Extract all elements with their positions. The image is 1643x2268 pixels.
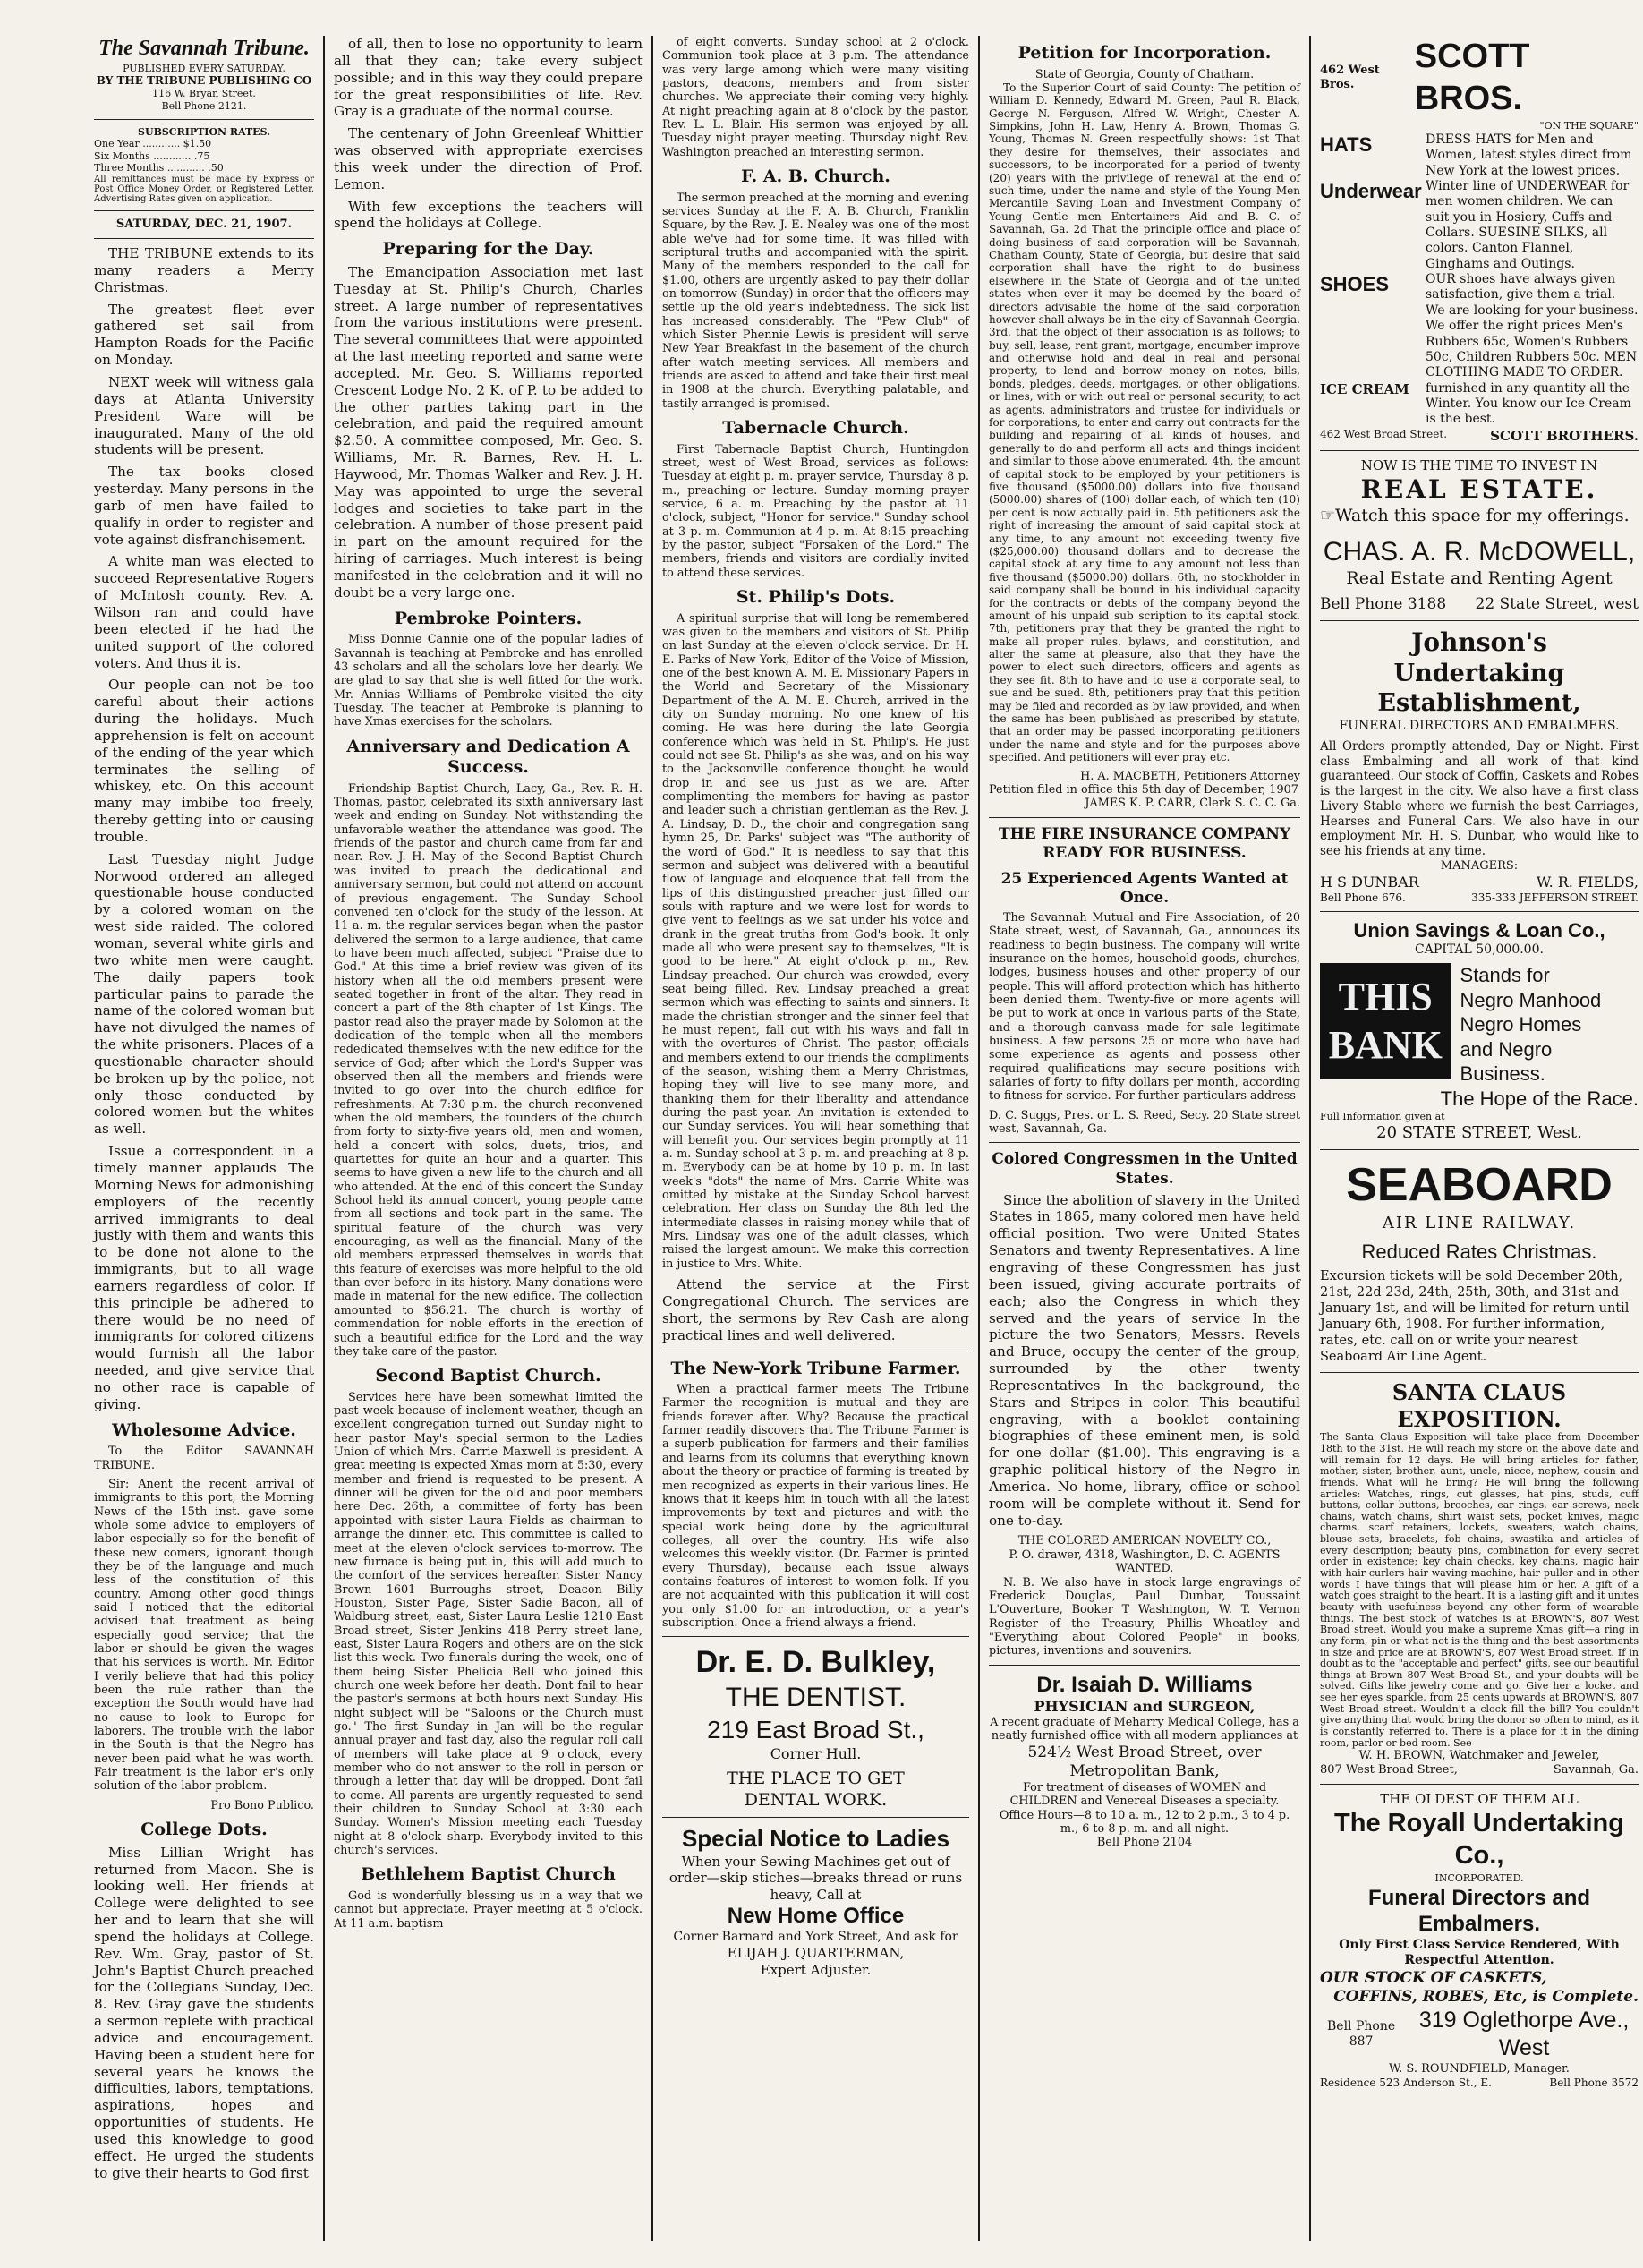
editorial-paragraph: Last Tuesday night Judge Norwood ordered an alleged questionable house conducted by a colored woman on the west side raided. The colored woman, several white girls and two white men were caught. The daily papers took particular pains to parade the name of the colored woman but have not divulged the names of the white prisoners. Places of a questionable character should be broken up by the police, not only those conducted by colored women but the whites as well. [94, 850, 314, 1138]
second-baptist-body: Services here have been somewhat limited the past week because of inclement weather, though an excellent congregation turned out Sunday night to hear pastor May's special sermon to the Ladies Union of which Mrs. Carrie Maxwell is president. A great meeting is expected Xmas morn at 5:30, every member and friend is requested to be present. A dinner will be given for the old and poor members here Dec. 26th, a committee of forty has been appointed with sister Laura Fields as chairman to arrange the dinner, etc. This committee is called to meet at the eleven o'clock services to-morrow. The new furnace is being put in, this will add much to the comfort of the services hereafter. Sister Nancy Brown 1601 Burroughs street, Deacon Billy Houston, Sister Page, Sister Sadie Bacon, all of Waldburg street, east, Sister Laura Leslie 1210 East Broad street, Sister Jenkins 418 Perry street lane, east, Sister Laura Rogers and others are on the sick list this week. Two funerals during the week, one of them being Sister Phelicia Bell who joined this church one week before her death. Dont fail to hear the pastor's sermons at both hours next Sunday. His night subject will be "Saloons or the Church must go." The first Sunday in Jan will be the regular annual prayer and fast day, also the regular roll call of members will take place at 9 o'clock, every member who do not answer to the roll in person or through a letter that day will be dropped. Dont fail to come. All parents are urgently requested to send their children to Sunday School at 3:30 each Sunday. Women's Mission meeting each Tuesday night at 8 o'clock sharp. Everybody invited to this church's services. [334, 1390, 643, 1858]
bank-logo-line-2: BANK [1328, 1023, 1443, 1068]
pembroke-heading: Pembroke Pointers. [394, 608, 583, 628]
prep-body: The Emancipation Association met last Tuesday at St. Philip's Church, Charles street. A large number of representatives from the various institutions were present. The several committees that were appointed at the last meeting reported and same were accepted. Mr. Geo. S. Williams reported Crescent Lodge No. 2 K. of P. to be added to the other parties taking part in the celebration, and paid the required amount $2.50. A committee composed, Mr. Geo. S. Williams, Mr. R. Barnes, Rev. H. L. Haywood, Mr. Thomas Walker and Rev. J. H. May was appointed to urge the several lodges and societies to take part in the celebration. A number of those present paid in part on the amount required for the hiring of carriages. Much interest is being manifested in the celebration and it will no doubt be a very large one. [334, 263, 643, 601]
bulkley-corner: Corner Hull. [770, 1745, 862, 1763]
congress-address: P. O. drawer, 4318, Washington, D. C. AGENTS WANTED. [1009, 1548, 1281, 1576]
masthead-remit: All remittances must be made by Express or Post Office Money Order, or Registered Letter. Advertising Rates given on application. [94, 175, 314, 204]
ladies-ad [662, 1824, 969, 1978]
college-paragraph: The centenary of John Greenleaf Whittier was observed with appropriate exercises this week under the direction of Prof. Lemon. [334, 125, 643, 192]
farmer-body: When a practical farmer meets The Tribune Farmer the recognition is mutual and they are friends forever after. Why? Because the practical farmer readily discovers that The Tribune Farmer is a superb publication for farmers and their families and learns from its columns that everything known about the theory or practice of farming is treated by men recognized as experts in their various lines. He knows that it keeps him in touch with all the latest improvements by text and pictures and with the special work being done by the agricultural colleges, all over the country. His wife also welcomes this weekly visitor. (Dr. Farmer is printed every Thursday), because each issue always contains features of interest to women folk. If you are not acquainted with this publication it will cost you only $1.00 for an introduction, or a year's subscription. Once a friend always a friend. [662, 1383, 969, 1630]
tabernacle-body: First Tabernacle Baptist Church, Huntingdon street, west of West Broad, services as follows: Tuesday at eight p. m. prayer service, Thursday 8 p. m., preaching or lecture. Sunday morning prayer service, 6 a. m. Preaching by the pastor at 11 o'clock, subject, "Honor for service." Sunday school at 3 p. m. Communion at 4 p. m. At 8:15 preaching by the pastor, subject "Forsaken of the Lord." The members, friends and visitors are cordially invited to attend these services. [662, 442, 969, 580]
second-baptist-heading: Second Baptist Church. [375, 1366, 601, 1386]
ladies-body: When your Sewing Machines get out of order—skip stiches—breaks thread or runs heavy, Call at [668, 1853, 963, 1903]
college-body: Miss Lillian Wright has returned from Macon. She is looking well. Her friends at College were delighted to see her and to learn that she will spend the holidays at College. Rev. Wm. Gray, pastor of St. John's Baptist Church preached for the Collegians Sunday, Dec. 8. Rev. Gray gave the students a sermon replete with practical advice and encouragement. Having been a student here for several years he knows the difficulties, labors, temptations, aspirations, hopes and opportunities of students. He used this knowledge to good effect. He urged the students to give their hearts to God first [94, 1844, 314, 2181]
wholesome-heading: Wholesome Advice. [112, 1420, 296, 1440]
royall-address: 319 Oglethorpe Ave., West [1418, 2007, 1630, 2060]
congress-company: THE COLORED AMERICAN NOVELTY CO., [1017, 1534, 1272, 1548]
royall-fd: Funeral Directors and Embalmers. [1367, 1885, 1591, 1937]
masthead-date: SATURDAY, DEC. 21, 1907. [115, 217, 293, 231]
farmer-heading: The New-York Tribune Farmer. [670, 1358, 961, 1378]
prep-heading: Preparing for the Day. [382, 239, 594, 260]
editorial-paragraph: Issue a correspondent in a timely manner applauds The Morning News for admonishing employers of the recently arrived immigrants to deal justly with them and wants this to be done not alone to the immigrants, but to all wage earners regardless of color. If this principle be adhered to there would be no need of immigrants for colored citizens would furnish all the labor needed, and give service that no other race is capable of giving. [94, 1143, 314, 1412]
williams-desc: A recent graduate of Meharry Medical College, has a neatly furnished office with all modern appliances at [990, 1716, 1299, 1744]
johnson-managers: MANAGERS: [1440, 858, 1519, 873]
congress-nb: N. B. We also have in stock large engravings of Frederick Douglas, Paul Dunbar, Toussaint L'Ouverture, Booker T Washington, W. T. Vernon Register of the Treasury, Phillis Wheatley and "Everything about Colored People" in books, pictures, inventions and souvenirs. [989, 1575, 1300, 1658]
anniversary-heading: Anniversary and Dedication A Success. [346, 736, 630, 778]
re-name: CHAS. A. R. McDOWELL, [1323, 537, 1636, 567]
bulkley-title: THE DENTIST. [725, 1683, 907, 1713]
rates-list [94, 138, 314, 175]
ladies-role: Expert Adjuster. [760, 1961, 872, 1978]
column-3 [653, 36, 978, 2241]
seaboard-name: SEABOARD [1346, 1158, 1613, 1211]
scott-ad [1320, 36, 1639, 444]
scott-ice-text: furnished in any quantity all the Winter. You know our Ice Cream is the best. [1426, 380, 1631, 427]
williams-hours: Office Hours—8 to 10 a. m., 12 to 2 p.m., 3 to 4 p. m., 6 to 8 p. m. and all night. [999, 1808, 1290, 1837]
union-capital: CAPITAL 50,000.00. [1415, 942, 1544, 957]
santa-text: The Santa Claus Exposition will take place from December 18th to the 31st. He will reach my store on the above date and will remain for 12 days. He will bring articles for father, mother, sister, brother, aunt, uncle, niece, nephew, cousin and friends. What will he bring? He will bring the following articles: Watches, rings, cut glasses, hat pins, studs, cuff buttons, collar buttons, brooches, ear rings, ear screws, neck chains, watch chains, shirt waist sets, pocket knives, magic charms, scarf retainers, lockets, sweaters, watch chains, blouse sets, bracelets, fob chains, swastika and articles of every description; beauty pins, combination for every secret order in existence; key chain checks, key chains, magic hair with hair curlers hair waving machine, hair puller and in other words I have things that will please him or her. A gift of a watch goes straight to the heart. It is a lasting gift and it unites beauty with usefulness beyond any other form of wearable things. The best stock of watches is at BROWN'S, 807 West Broad street. Would you make a supreme Xmas gift—a ring in any form, pin or what not is the thing and the best assortments in size and price are at BROWN'S, 807 West Broad street. If in doubt as to the "acceptable and perfect" gifts, see our beautiful things at Brown 807 West Broad St., and your doubts will be solved. Gifts like jewelry come and go. Give her a locket and see her eyes sparkle, from 25 cents upwards at BROWN'S, 807 West Broad street. Wouldn't a clock fill the bill? You couldn't give anything that would bring the donor so often to mind, as it is constantly referred to. There is a place for it in the dining room, parlor or bed room. See [1320, 1431, 1639, 1749]
re-agent: Real Estate and Renting Agent [1346, 568, 1613, 589]
union-stands: Stands for [1460, 964, 1550, 987]
union-name: Union Savings & Loan Co., [1353, 918, 1605, 942]
royall-inc: INCORPORATED. [1434, 1872, 1524, 1884]
rate-line: Three Months ............ .50 [94, 162, 224, 175]
re-now: NOW IS THE TIME TO INVEST IN [1360, 457, 1598, 474]
bulkley-address: 219 East Broad St., [707, 1715, 924, 1744]
royall-residence: Residence 523 Anderson St., E. [1320, 2076, 1492, 2090]
petition-sign: H. A. MACBETH, Petitioners Attorney [1080, 769, 1300, 783]
santa-city: Savannah, Ga. [1553, 1763, 1639, 1778]
johnson-phone: Bell Phone 676. [1320, 891, 1406, 904]
st-philip-heading: St. Philip's Dots. [736, 587, 896, 608]
re-address: 22 State Street, west [1475, 594, 1639, 613]
bulkley-name: Dr. E. D. Bulkley, [695, 1645, 936, 1680]
scott-address-top: 462 West Bros. [1320, 64, 1380, 92]
williams-phone: Bell Phone 2104 [1096, 1836, 1193, 1850]
masthead-title: The Savannah Tribune. [98, 37, 310, 60]
williams-ad [989, 1672, 1300, 1850]
ladies-name: ELIJAH J. QUARTERMAN, [727, 1945, 905, 1962]
royall-stock-1: OUR STOCK OF CASKETS, [1320, 1968, 1547, 1987]
scott-square: "ON THE SQUARE" [1539, 120, 1639, 132]
williams-treat: For treatment of diseases of WOMEN and CHILDREN and Venereal Diseases a specialty. [1009, 1780, 1280, 1809]
seaboard-ad [1320, 1156, 1639, 1366]
column-2 [325, 36, 651, 2241]
college-heading: College Dots. [140, 1820, 268, 1840]
masthead-publisher: BY THE TRIBUNE PUBLISHING CO [96, 74, 312, 88]
wholesome-to: To the Editor SAVANNAH TRIBUNE. [94, 1445, 314, 1472]
scott-shoes: SHOES [1320, 273, 1390, 296]
college-continued [334, 36, 643, 232]
editorial-paragraph: The greatest fleet ever gathered set sail from Hampton Roads for the Pacific on Monday. [94, 301, 314, 369]
union-address: 20 STATE STREET, West. [1376, 1122, 1582, 1142]
masthead-published: PUBLISHED EVERY SATURDAY, [123, 62, 285, 74]
scott-ice: ICE CREAM [1320, 380, 1409, 397]
bulkley-place: THE PLACE TO GET [727, 1769, 905, 1789]
petition-body: To the Superior Court of said County: The petition of William D. Kennedy, Edward M. Green, Paul R. Black, George N. Ferguson, Alfred W. Wright, Chester A. Simpkins, John H. Law, Henry A. Brown, Thomas G. Young, Thomas N. Green respectfully shows: 1st That they desire for themselves, their associates and successors, to be incorporated for a period of twenty (20) years with the privilege of renewal at the end of such time, under the name and style of the Young Men Mercantile Saving Loan and Investment Company of Young Gentle men Entertainers Aid and B. C. of Savannah, Ga. 2d That the principle office and place of doing business of said corporation will be Savannah, Chatham County, State of Georgia, but desire that said corporation shall have the right to do business elsewhere in the State of Georgia and of the united states when ever it may be deemed by the board of directors advisable the home of the said corporation however shall always be in the city of Savannah Georgia. 3rd. that the object of their association is as follows; to buy, sell, lease, rent grant, mortgage, encumber improve and otherwise hold and deal in real and personal property, to lend and borrow money on notes, bills, bonds, pledges, deeds, mortgages, or other obligations, or lines, with or with out real or personal security, to act as agents, administrators and trustee for individuals or for corporations, to enter and carry out contracts for the building and repairing of all kinds of houses, and generally to do and perform all acts and things incident and similar to those above enumerated. 4th, the amount of capital stock to be employed by your petitioners is five thousand ($5000.00) dollars into five thousand (5000.00) shares of (100) dollar each, of which ten (10) per cent is now actually paid in. 5th petitioners ask the right of increasing the amount of said capital stock at any time, to any amount not exceeding twenty five ($25,000.00) thousand dollars and to decrease the capital stock at any time to any amount not less than five thousand ($5000.00) dollars. 6th, no stockholder in said company shall be bound in his individual capacity for the contracts or debts of the company beyond the amount of his unpaid sub scription to its capital stock. 7th, petitioners pray that they be granted the right to make all proper rules, bylaws, and constitution, and alter the same at pleasure, also that they have the power to elect such directors, officers and agents as they see fit. 8th to have and to use a corporate seal, to sue and be sued. 8th, petitioners pray that this petition may be filed and recorded as by law provided, and when the same has been published as prescribed by statute, that an order may be passed incorporating petitioners under the name and style and for the purposes above specified. And petitioners will ever pray etc. [989, 81, 1300, 764]
bethlehem-heading: Bethlehem Baptist Church [361, 1864, 616, 1885]
royall-ad [1320, 1791, 1639, 2089]
royall-bell: Bell Phone 3572 [1549, 2076, 1639, 2090]
fab-body: The sermon preached at the morning and evening services Sunday at the F. A. B. Church, Franklin Square, by the Rev. J. E. Nealey was one of the most able we've had for some time. It was filled with scriptural truths and accompanied with the spirit. Many of the members responded to the call for $1.00, others are urgently asked to pay their dollar on tomorrow (Sunday) in order that the officers may settle up the old year's indebtedness. The sick list has increased considerably. The "Pew Club" of which Sister Phennie Lewis is president will serve New Year Breakfast in the basement of the church after watch meeting services. All members and friends are asked to attend and take their first meal in 1908 at the church. Everything palatable, and tastily arranged is promised. [662, 191, 969, 411]
johnson-text: All Orders promptly attended, Day or Night. First class Embalming and all work of that kind guaranteed. Our stock of Coffin, Caskets and Robes is the largest in the city. We also have a first class Livery Stable where we furnish the best Carriages, Hearses and Funeral Cars. We also have in our employment Mr. H. S. Dunbar, who would like to see his friends at any time. [1320, 738, 1639, 859]
johnson-sub: FUNERAL DIRECTORS AND EMBALMERS. [1339, 718, 1620, 733]
anniversary-body: Friendship Baptist Church, Lacy, Ga., Rev. R. H. Thomas, pastor, celebrated its sixth anniversary last week and ending on Sunday. Not withstanding the unfavorable weather the attendance was good. The friends of the pastor and church came from far and near. Rev. J. H. May of the Second Baptist Church was invited to preach the dedicational and anniversary sermon, but could not attend on account of previous engagement. The Sunday School convened ten o'clock for the study of the lesson. At 11 a. m. the regular services began when the pastor delivered the sermon to a large audience, that came to have been much affected, subject "Praise due to God." At this time a brief review was given of its history when all the old members present were seated together in front of the altar. They read in concert a part of the 8th chapter of 1st Kings. The pastor read also the prayer made by Solomon at the dedication of the temple when all the members rededicated themselves with the new edifice for the service of God; after which the Lord's Supper was observed then all the members and friends were invited to go over into the church edifice for refreshments. At 7:30 p.m. the church reconvened when the old members, the founders of the church from forty to sixty-five years old, men and women, held a concert with solos, duets, trios, and quartettes for quite an hour and a quarter. This seems to have given a new life to the church and all who attended. At the end of this concert the Sunday School held its annual concert, young people came from all sections and took part in the same. The spiritual feature of the church was very encouraging, as well as the financial. Many of the old members expressed themselves in words that this feature of exercises was more helpful to the old than ever before in its history. Many donations were made in material for the new edifice. The collection amounted to $56.21. The church is worthy of commendation for noble efforts in the erection of such a beautiful edifice for the Lord and the way they take care of the pastor. [334, 781, 643, 1359]
scott-underwear-text: Winter line of UNDERWEAR for men women children. We can suit you in Hosiery, Cuffs and Collars. SUESINE SILKS, all colors. Canton Flannel, Ginghams and Outings. [1426, 178, 1630, 271]
williams-address: 524½ West Broad Street, over Metropolitan Bank, [1027, 1743, 1262, 1780]
petition-filed: Petition filed in office this 5th day of December, 1907 [989, 782, 1298, 797]
union-line-1: Negro Manhood [1460, 988, 1602, 1011]
williams-title: PHYSICIAN and SURGEON, [1034, 1698, 1256, 1716]
seaboard-heading: Reduced Rates Christmas. [1361, 1240, 1597, 1263]
santa-sign: W. H. BROWN, Watchmaker and Jeweler, [1358, 1749, 1600, 1763]
johnson-establishment: Undertaking Establishment, [1377, 659, 1581, 718]
re-phone: Bell Phone 3188 [1320, 594, 1447, 613]
column-1 [85, 36, 323, 2241]
fab-heading: F. A. B. Church. [741, 166, 890, 187]
scott-underwear: Underwear [1320, 179, 1422, 202]
wholesome-sign: Pro Bono Publico. [210, 1798, 314, 1812]
rate-line: One Year ............ $1.50 [94, 138, 212, 150]
re-watch: ☞Watch this space for my offerings. [1320, 505, 1630, 525]
editorial-paragraph: Our people can not be too careful about their actions during the holidays. Much apprehension is felt on account of the ending of the year which terminates the selling of whiskey, etc. On this account many may imbibe too freely, thereby getting into or causing trouble. [94, 677, 314, 845]
johnson-manager-1: H S DUNBAR [1320, 873, 1419, 891]
pembroke-body: Miss Donnie Cannie one of the popular ladies of Savannah is teaching at Pembroke and has enrolled 43 scholars and all the scholars love her dearly. We are glad to say that she is well fitted for the work. Mr. Annias Williams of Pembroke visited the city Tuesday. The teacher at Pembroke is planning to have Xmas exercises for the scholars. [334, 633, 643, 729]
santa-address: 807 West Broad Street, [1320, 1763, 1458, 1778]
editorial-paragraph: The tax books closed yesterday. Many persons in the garb of men have failed to qualify in order to register and vote against disfranchisement. [94, 464, 314, 548]
ladies-heading: Special Notice to Ladies [681, 1825, 950, 1853]
bethlehem-continued: of eight converts. Sunday school at 2 o'clock. Communion took place at 3 p.m. The attendance was very large among which were many visiting pastors, deacons, members and from sister churches. We appreciate their coming very highly. At night preaching again at 8 o'clock by the pastor, Rev. L. L. Blair. His sermon was enjoyed by all. Tuesday night prayer meeting. Thursday night Rev. Washington preached an interesting sermon. [662, 36, 969, 159]
union-line-3: and Negro Business. [1460, 1037, 1553, 1086]
union-hope: The Hope of the Race. [1440, 1087, 1639, 1110]
congress-heading: Colored Congressmen in the United States. [992, 1150, 1298, 1188]
bank-logo-line-1: THIS [1338, 974, 1433, 1019]
scott-name: SCOTT BROS. [1414, 38, 1530, 118]
college-paragraph: With few exceptions the teachers will spend the holidays at College. [334, 198, 643, 232]
santa-heading: SANTA CLAUS EXPOSITION. [1392, 1378, 1567, 1432]
fire-sign: D. C. Suggs, Pres. or L. S. Reed, Secy. 20 State street west, Savannah, Ga. [989, 1108, 1300, 1137]
union-line-2: Negro Homes [1460, 1013, 1582, 1036]
williams-name: Dr. Isaiah D. Williams [1036, 1672, 1253, 1697]
royall-stock-2: COFFINS, ROBES, Etc, is Complete. [1333, 1987, 1639, 2006]
wholesome-body: Sir: Anent the recent arrival of immigrants to this port, the Morning News of the 15th inst. gave some whole some advice to employers of labor especially so for the benefit of these new comers, ignorant though they be of the language and much less of the constitution of this country. Among other good things said I noticed that the editorial advised that treatment as being especially good service; that the labor er should be given the wages that his services is worth. Mr. Editor I verily believe that had this policy been the rule rather than the exception the South would have had no cause to look to Europe for laborers. The trouble with the labor in the South is that the Negro has never been paid what he was worth. Fair treatment is the labor er's only solution of the labor problem. [94, 1477, 314, 1794]
this-bank-logo [1320, 963, 1451, 1079]
fire-subheading: 25 Experienced Agents Wanted at Once. [1000, 869, 1289, 907]
ladies-address: Corner Barnard and York Street, And ask for [673, 1930, 958, 1945]
bethlehem-body: God is wonderfully blessing us in a way that we cannot but appreciate. Prayer meeting at 5 o'clock. At 11 a.m. baptism [334, 1889, 643, 1931]
congress-body: Since the abolition of slavery in the United States in 1865, many colored men have held official position. Two were United States Senators and twenty Representatives. A line engraving of these Congressmen has just been issued, giving accurate portraits of each; also the Congress in which they served and the years of service In the picture the two Senators, Messrs. Revels and Bruce, occupy the center of the group, surrounded by the other twenty Representatives In the background, the Stars and Stripes in color. This beautiful engraving, with a booklet containing biographies of these eminent men, is sold for one dollar ($1.00). This engraving is a graphic political history of the Negro in America. No home, library, office or school room will be complete without it. Send for one to-day. [989, 1191, 1300, 1529]
st-philip-body: A spiritual surprise that will long be remembered was given to the members and visitors of St. Philip on last Sunday at the eleven o'clock service. Dr. H. E. Parks of New York, Editor of the Voice of Mission, one of the best known A. M. E. Missionary Papers in the World and Secretary of the Missionary Department of the A. M. E. Church, arrived in the city on Sunday morning. No one knew of his coming. He was here during the late Georgia conference which was held in St. Philip's. He just could not see St. Philip's as she was, and on his way to the Jacksonville conference thought he would drop in and see us just as we are. After complimenting the members for having as pastor and leader such a christian gentleman as the Rev. J. A. Lindsay, D. D., the choir and congregation sang hymn 25, Dr. Parks' subject was "The authority of the word of God." It is needless to say that this sermon and subject was delivered with a beautiful flow of language and eloquence that fell from the lips of this distinguished preacher just filled our souls with rapture and we were lost for words to give vent to feelings as we sat under his voice and drank in the great truths from God's book. It only made all who were present say to themselves, "It is good to be here." At eight o'clock p. m., Rev. Lindsay preached. Our church was crowded, every seat being filled. Rev. Lindsay preached a great sermon which was effecting to saints and sinners. It made the christian stronger and the sinner feel that he must repent, fall out with his ways and fall in with the overtures of Christ. The pastor, officials and members extend to our friends the compliments of the season, wishing them a Merry Christmas, hoping they will live to see many more, and thanking them for their liberality and attendance during the past year. An invitation is extended to our Sunday services. You will hear something that will benefit you. Our services begin promptly at 11 a. m. Sunday school at 3 p. m. and preaching at 8 p. m. Everybody can be at home by 10 p. m. In last week's "dots" the name of Mrs. Carrie White was omitted by mistake at the Sunday School harvest celebration. Her class on Sunday the 8th led the intermediate classes in raising money while that of Mrs. Lindsay was one of the adult classes, which raised the largest amount. We make this correction in justice to Mrs. White. [662, 611, 969, 1271]
masthead [94, 36, 314, 239]
column-5 [1311, 36, 1643, 2241]
editorial-paragraphs [94, 245, 314, 1413]
real-estate-ad [1320, 457, 1639, 614]
bulkley-ad [662, 1643, 969, 1811]
editorial-paragraph: A white man was elected to succeed Representative Rogers of McIntosh county. Rev. A. Wilson ran and could have been elected if he had the united support of the colored voters. And thus it is. [94, 553, 314, 671]
editorial-paragraph: NEXT week will witness gala days at Atlanta University President Ware will be inaugurated. Many of the old students will be present. [94, 374, 314, 458]
petition-state: State of Georgia, County of Chatham. [1034, 67, 1255, 81]
petition-clerk: JAMES K. P. CARR, Clerk S. C. C. Ga. [1085, 797, 1300, 811]
college-paragraph: of all, then to lose no opportunity to learn all that they can; take every subject possible; and in this way they could prepare for the great responsibilities of life. Rev. Gray is a graduate of the normal course. [334, 36, 643, 120]
scott-address: 462 West Broad Street. [1320, 427, 1448, 440]
johnson-manager-2: W. R. FIELDS, [1536, 873, 1639, 891]
masthead-phone: Bell Phone 2121. [161, 99, 247, 112]
fire-body: The Savannah Mutual and Fire Association, of 20 State street, west, of Savannah, Ga., announces its readiness to begin business. The company will write insurance on the homes, household goods, churches, lodges, business houses and other property of our people. This will afford protection which has hitherto been denied them. Twenty-five or more agents will be put to work at once in various parts of the State, and a thorough canvass made for sale legitimate business. A few persons 25 or more who have had some experience as agents and possess other required qualifications may secure positions with salaries of forty to fifty dollars per month, according to fitness for service. For further particulars address [989, 910, 1300, 1104]
scott-hats: HATS [1320, 132, 1373, 156]
seaboard-text: Excursion tickets will be sold December 20th, 21st, 22d 23d, 24th, 25th, 30th, and 31st and January 1st, and will be limited for return until January 6th, 1908. For further information, rates, etc. call on or write your nearest Seaboard Air Line Agent. [1320, 1269, 1630, 1364]
editorial-paragraph: THE TRIBUNE extends to its many readers a Merry Christmas. [94, 245, 314, 295]
scott-hats-text: DRESS HATS for Men and Women, latest styles direct from New York at the lowest prices. [1426, 132, 1632, 178]
tabernacle-heading: Tabernacle Church. [722, 418, 909, 439]
scott-brothers: SCOTT BROTHERS. [1490, 427, 1639, 444]
royall-phone: Bell Phone 887 [1327, 2018, 1396, 2049]
masthead-address: 116 W. Bryan Street. [152, 88, 256, 100]
johnson-name: Johnson's [1411, 627, 1547, 657]
petition-heading: Petition for Incorporation. [1017, 43, 1272, 63]
ladies-office: New Home Office [727, 1904, 905, 1929]
seaboard-sub: AIR LINE RAILWAY. [1382, 1214, 1577, 1233]
johnson-ad [1320, 627, 1639, 905]
scott-shoes-text: OUR shoes have always given satisfaction, give them a trial. We are looking for your business. We offer the right prices Men's Rubbers 65c, Women's Rubbers 50c, Children Rubbers 50c. MEN CLOTHING MADE TO ORDER. [1426, 272, 1639, 380]
union-savings-ad [1320, 918, 1639, 1143]
johnson-address: 335-333 JEFFERSON STREET. [1471, 891, 1639, 904]
column-4 [980, 36, 1309, 2241]
fire-heading: THE FIRE INSURANCE COMPANY READY FOR BUSINESS. [998, 824, 1291, 862]
royall-oldest: THE OLDEST OF THEM ALL [1380, 1791, 1579, 1808]
union-info: Full Information given at [1320, 1111, 1445, 1123]
royall-manager: W. S. ROUNDFIELD, Manager. [1389, 2061, 1570, 2076]
royall-only: Only First Class Service Rendered, With Respectful Attention. [1339, 1938, 1620, 1968]
santa-claus-ad [1320, 1379, 1639, 1778]
re-heading: REAL ESTATE. [1360, 473, 1598, 504]
rates-heading: SUBSCRIPTION RATES. [138, 125, 270, 138]
bulkley-work: DENTAL WORK. [744, 1789, 888, 1810]
royall-name: The Royall Undertaking Co., [1334, 1809, 1624, 1871]
attend-notice: Attend the service at the First Congregational Church. The services are short, the sermons by Rev Cash are along practical lines and well delivered. [662, 1276, 969, 1343]
rate-line: Six Months ............ .75 [94, 149, 210, 162]
